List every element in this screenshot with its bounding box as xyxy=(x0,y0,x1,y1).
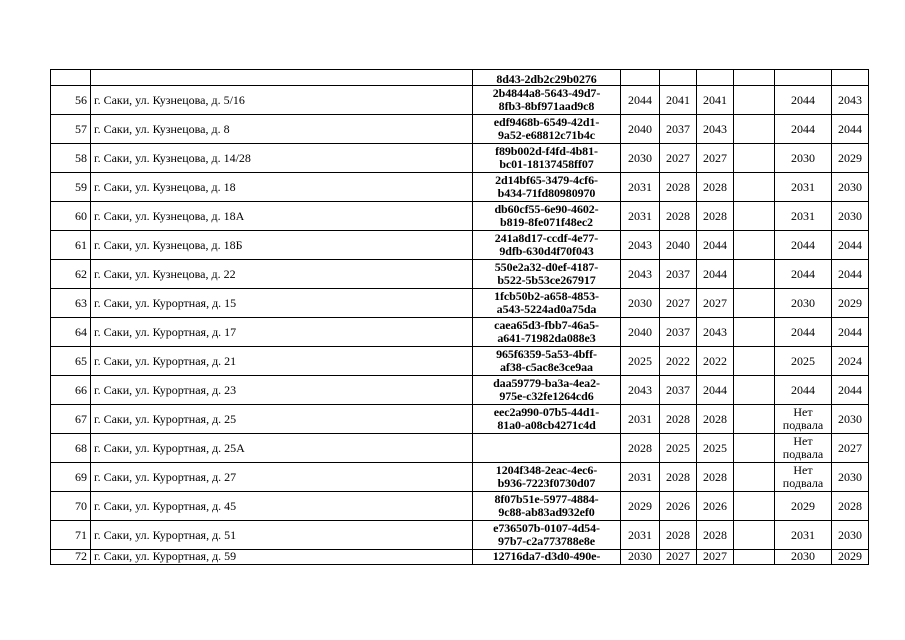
cell-number: 67 xyxy=(51,405,91,434)
no-basement-line-2: подвала xyxy=(782,447,824,461)
guid-line-2: a543-5224ad0a75da xyxy=(496,302,597,316)
cell-guid xyxy=(473,434,621,463)
table-row xyxy=(51,434,869,463)
cell-year xyxy=(734,115,775,144)
cell-year: 2029 xyxy=(621,492,660,521)
cell-year: 2037 xyxy=(660,260,697,289)
cell-guid xyxy=(473,173,621,202)
cell-year: 2027 xyxy=(697,289,734,318)
cell-year xyxy=(734,521,775,550)
guid-line-1: 965f6359-5a53-4bff- xyxy=(496,347,597,361)
cell-number: 65 xyxy=(51,347,91,376)
housing-table xyxy=(50,69,869,565)
cell-year: 2027 xyxy=(660,289,697,318)
cell-year: 2026 xyxy=(660,492,697,521)
cell-guid xyxy=(473,115,621,144)
cell-year xyxy=(621,70,660,86)
cell-year: 2028 xyxy=(660,173,697,202)
guid-line-2: bc01-18137458ff07 xyxy=(499,157,594,171)
cell-guid xyxy=(473,86,621,115)
guid-line-1: 2d14bf65-3479-4cf6- xyxy=(495,173,598,187)
cell-address: г. Саки, ул. Курортная, д. 15 xyxy=(91,289,473,318)
table-row xyxy=(51,463,869,492)
cell-year: 2030 xyxy=(832,173,869,202)
cell-year: 2031 xyxy=(621,521,660,550)
guid-line-2: 975e-c32fe1264cd6 xyxy=(499,389,594,403)
cell-year: 2037 xyxy=(660,376,697,405)
cell-guid xyxy=(473,231,621,260)
cell-year: 2037 xyxy=(660,318,697,347)
table-row xyxy=(51,318,869,347)
guid-line-1: 1fcb50b2-a658-4853- xyxy=(494,289,599,303)
cell-year: 2030 xyxy=(832,202,869,231)
cell-guid xyxy=(473,144,621,173)
cell-year: 2026 xyxy=(697,492,734,521)
cell-number: 69 xyxy=(51,463,91,492)
cell-address: г. Саки, ул. Кузнецова, д. 18 xyxy=(91,173,473,202)
cell-year: 2027 xyxy=(832,434,869,463)
cell-year xyxy=(734,463,775,492)
guid-line-1: 241a8d17-ccdf-4e77- xyxy=(494,231,599,245)
cell-year: 2031 xyxy=(775,521,832,550)
cell-year xyxy=(734,434,775,463)
cell-address: г. Саки, ул. Кузнецова, д. 8 xyxy=(91,115,473,144)
cell-year: 2030 xyxy=(775,550,832,565)
cell-number: 70 xyxy=(51,492,91,521)
table-row xyxy=(51,144,869,173)
cell-year: 2037 xyxy=(660,115,697,144)
guid-line-1: edf9468b-6549-42d1- xyxy=(493,115,600,129)
cell-number: 62 xyxy=(51,260,91,289)
guid-line-2: 97b7-c2a773788e8e xyxy=(498,534,595,548)
cell-year xyxy=(660,70,697,86)
cell-number: 59 xyxy=(51,173,91,202)
cell-year: 2044 xyxy=(697,231,734,260)
table-body xyxy=(51,70,869,565)
cell-year: 2030 xyxy=(832,405,869,434)
cell-year: 2029 xyxy=(832,550,869,565)
cell-year: 2027 xyxy=(660,550,697,565)
cell-number: 71 xyxy=(51,521,91,550)
cell-year: 2027 xyxy=(660,144,697,173)
cell-year xyxy=(734,231,775,260)
no-basement-line-1: Нет xyxy=(793,405,813,419)
cell-address: г. Саки, ул. Кузнецова, д. 14/28 xyxy=(91,144,473,173)
cell-guid xyxy=(473,202,621,231)
cell-year: 2031 xyxy=(621,173,660,202)
cell-year: 2043 xyxy=(697,318,734,347)
cell-number: 61 xyxy=(51,231,91,260)
cell-address: г. Саки, ул. Курортная, д. 51 xyxy=(91,521,473,550)
cell-address xyxy=(91,70,473,86)
table-row xyxy=(51,550,869,565)
cell-year: 2025 xyxy=(775,347,832,376)
cell-year: 2043 xyxy=(832,86,869,115)
guid-line-2: a641-71982da088e3 xyxy=(497,331,596,345)
table-row xyxy=(51,86,869,115)
cell-guid xyxy=(473,521,621,550)
cell-year: 2044 xyxy=(775,318,832,347)
cell-year xyxy=(734,376,775,405)
cell-year xyxy=(734,347,775,376)
cell-year: 2024 xyxy=(832,347,869,376)
cell-year xyxy=(734,173,775,202)
cell-guid: 8d43-2db2c29b0276 xyxy=(473,70,621,86)
cell-year: 2025 xyxy=(660,434,697,463)
cell-year: 2044 xyxy=(775,231,832,260)
table-row xyxy=(51,347,869,376)
cell-address: г. Саки, ул. Курортная, д. 45 xyxy=(91,492,473,521)
cell-year: 2028 xyxy=(697,521,734,550)
cell-year xyxy=(734,144,775,173)
guid-line-2: 9dfb-630d4f70f043 xyxy=(499,244,594,258)
cell-guid xyxy=(473,260,621,289)
table-row xyxy=(51,376,869,405)
cell-year: 2022 xyxy=(697,347,734,376)
cell-year: 2030 xyxy=(621,289,660,318)
cell-year: 2041 xyxy=(697,86,734,115)
cell-year: 2028 xyxy=(660,521,697,550)
cell-year xyxy=(734,70,775,86)
cell-year: 2028 xyxy=(660,463,697,492)
cell-year: 2044 xyxy=(697,376,734,405)
cell-year: 2044 xyxy=(775,376,832,405)
cell-year xyxy=(734,289,775,318)
cell-number: 63 xyxy=(51,289,91,318)
cell-year: 2041 xyxy=(660,86,697,115)
no-basement-line-1: Нет xyxy=(793,434,813,448)
cell-number: 72 xyxy=(51,550,91,565)
cell-year xyxy=(734,260,775,289)
cell-guid xyxy=(473,318,621,347)
cell-number: 66 xyxy=(51,376,91,405)
cell-year: 2043 xyxy=(621,376,660,405)
cell-year xyxy=(734,318,775,347)
guid-line-2: b936-7223f0730d07 xyxy=(497,476,596,490)
cell-year: 2031 xyxy=(775,173,832,202)
cell-year: 2044 xyxy=(832,260,869,289)
cell-year: 2043 xyxy=(621,260,660,289)
table-row-continued xyxy=(51,70,869,86)
table-row xyxy=(51,115,869,144)
cell-year: 2031 xyxy=(621,405,660,434)
no-basement-line-2: подвала xyxy=(782,418,824,432)
guid-line-1: daa59779-ba3a-4ea2- xyxy=(493,376,600,390)
cell-no-basement xyxy=(775,405,832,434)
cell-year: 2029 xyxy=(832,144,869,173)
cell-year: 2028 xyxy=(660,405,697,434)
cell-year: 2030 xyxy=(621,550,660,565)
table-row xyxy=(51,289,869,318)
guid-line-1: eec2a990-07b5-44d1- xyxy=(493,405,600,419)
cell-year xyxy=(734,202,775,231)
cell-address: г. Саки, ул. Курортная, д. 23 xyxy=(91,376,473,405)
cell-number xyxy=(51,70,91,86)
cell-year: 2025 xyxy=(697,434,734,463)
cell-guid xyxy=(473,550,621,565)
cell-year: 2022 xyxy=(660,347,697,376)
cell-address: г. Саки, ул. Курортная, д. 25 xyxy=(91,405,473,434)
no-basement-line-1: Нет xyxy=(793,463,813,477)
cell-year: 2029 xyxy=(775,492,832,521)
cell-guid xyxy=(473,405,621,434)
cell-guid xyxy=(473,492,621,521)
guid-line-2: b434-71fd80980970 xyxy=(497,186,596,200)
table-row xyxy=(51,173,869,202)
cell-year: 2028 xyxy=(621,434,660,463)
guid-line-2: b522-5b53ce267917 xyxy=(497,273,596,287)
guid-line-1: e736507b-0107-4d54- xyxy=(493,521,600,535)
cell-year: 2030 xyxy=(621,144,660,173)
cell-year xyxy=(734,405,775,434)
cell-year: 2030 xyxy=(775,144,832,173)
cell-year: 2027 xyxy=(697,550,734,565)
cell-year: 2043 xyxy=(621,231,660,260)
cell-number: 56 xyxy=(51,86,91,115)
cell-year: 2044 xyxy=(621,86,660,115)
cell-address: г. Саки, ул. Кузнецова, д. 18А xyxy=(91,202,473,231)
guid-line-2: 9a52-e68812c71b4c xyxy=(498,128,595,142)
guid-line-1: 8f07b51e-5977-4884- xyxy=(494,492,599,506)
cell-year: 2044 xyxy=(697,260,734,289)
cell-address: г. Саки, ул. Курортная, д. 25А xyxy=(91,434,473,463)
cell-year xyxy=(832,70,869,86)
cell-year: 2027 xyxy=(697,144,734,173)
cell-year: 2030 xyxy=(775,289,832,318)
no-basement-line-2: подвала xyxy=(782,476,824,490)
cell-year: 2031 xyxy=(621,202,660,231)
cell-address: г. Саки, ул. Кузнецова, д. 18Б xyxy=(91,231,473,260)
cell-no-basement xyxy=(775,463,832,492)
cell-year: 2028 xyxy=(697,405,734,434)
cell-year: 2040 xyxy=(660,231,697,260)
cell-year xyxy=(734,492,775,521)
cell-year: 2028 xyxy=(697,173,734,202)
cell-address: г. Саки, ул. Кузнецова, д. 5/16 xyxy=(91,86,473,115)
cell-year: 2028 xyxy=(697,202,734,231)
cell-year: 2031 xyxy=(775,202,832,231)
cell-year: 2044 xyxy=(775,86,832,115)
cell-address: г. Саки, ул. Курортная, д. 27 xyxy=(91,463,473,492)
guid-line-1: db60cf55-6e90-4602- xyxy=(494,202,599,216)
guid-line-1: 2b4844a8-5643-49d7- xyxy=(492,86,601,100)
cell-year: 2030 xyxy=(832,521,869,550)
cell-year: 2044 xyxy=(832,318,869,347)
cell-year: 2044 xyxy=(775,260,832,289)
cell-year: 2044 xyxy=(775,115,832,144)
cell-number: 64 xyxy=(51,318,91,347)
guid-line-1: 550e2a32-d0ef-4187- xyxy=(494,260,599,274)
cell-address: г. Саки, ул. Кузнецова, д. 22 xyxy=(91,260,473,289)
cell-year: 2029 xyxy=(832,289,869,318)
cell-year: 2028 xyxy=(832,492,869,521)
cell-year: 2028 xyxy=(660,202,697,231)
guid-line-1: caea65d3-fbb7-46a5- xyxy=(494,318,599,332)
cell-number: 68 xyxy=(51,434,91,463)
cell-number: 58 xyxy=(51,144,91,173)
table-row xyxy=(51,231,869,260)
table-row xyxy=(51,260,869,289)
cell-year: 2044 xyxy=(832,376,869,405)
table-row xyxy=(51,492,869,521)
table-row xyxy=(51,521,869,550)
table-row xyxy=(51,405,869,434)
guid-line-2: b819-8fe071f48ec2 xyxy=(500,215,593,229)
guid-line-2: 8fb3-8bf971aad9c8 xyxy=(498,99,595,113)
guid-line-2: 81a0-a08cb4271c4d xyxy=(497,418,596,432)
guid-line-2: 9c88-ab83ad932ef0 xyxy=(498,505,595,519)
cell-year: 2044 xyxy=(832,231,869,260)
cell-address: г. Саки, ул. Курортная, д. 17 xyxy=(91,318,473,347)
cell-address: г. Саки, ул. Курортная, д. 21 xyxy=(91,347,473,376)
guid-line-1: 12716da7-d3d0-490e- xyxy=(492,549,601,563)
cell-year xyxy=(697,70,734,86)
cell-year: 2040 xyxy=(621,115,660,144)
cell-guid xyxy=(473,289,621,318)
guid-line-2: af38-c5ac8e3ce9aa xyxy=(500,360,593,374)
cell-year: 2044 xyxy=(832,115,869,144)
cell-guid xyxy=(473,463,621,492)
cell-year: 2028 xyxy=(697,463,734,492)
cell-guid xyxy=(473,347,621,376)
cell-year: 2031 xyxy=(621,463,660,492)
guid-line-1: f89b002d-f4fd-4b81- xyxy=(495,144,598,158)
cell-number: 57 xyxy=(51,115,91,144)
cell-no-basement xyxy=(775,434,832,463)
cell-address: г. Саки, ул. Курортная, д. 59 xyxy=(91,550,473,565)
cell-year: 2043 xyxy=(697,115,734,144)
table-row xyxy=(51,202,869,231)
cell-number: 60 xyxy=(51,202,91,231)
cell-year xyxy=(734,550,775,565)
cell-guid xyxy=(473,376,621,405)
cell-year: 2025 xyxy=(621,347,660,376)
cell-year: 2030 xyxy=(832,463,869,492)
cell-year: 2040 xyxy=(621,318,660,347)
cell-year xyxy=(734,86,775,115)
cell-year xyxy=(775,70,832,86)
guid-line-1: 1204f348-2eac-4ec6- xyxy=(495,463,598,477)
